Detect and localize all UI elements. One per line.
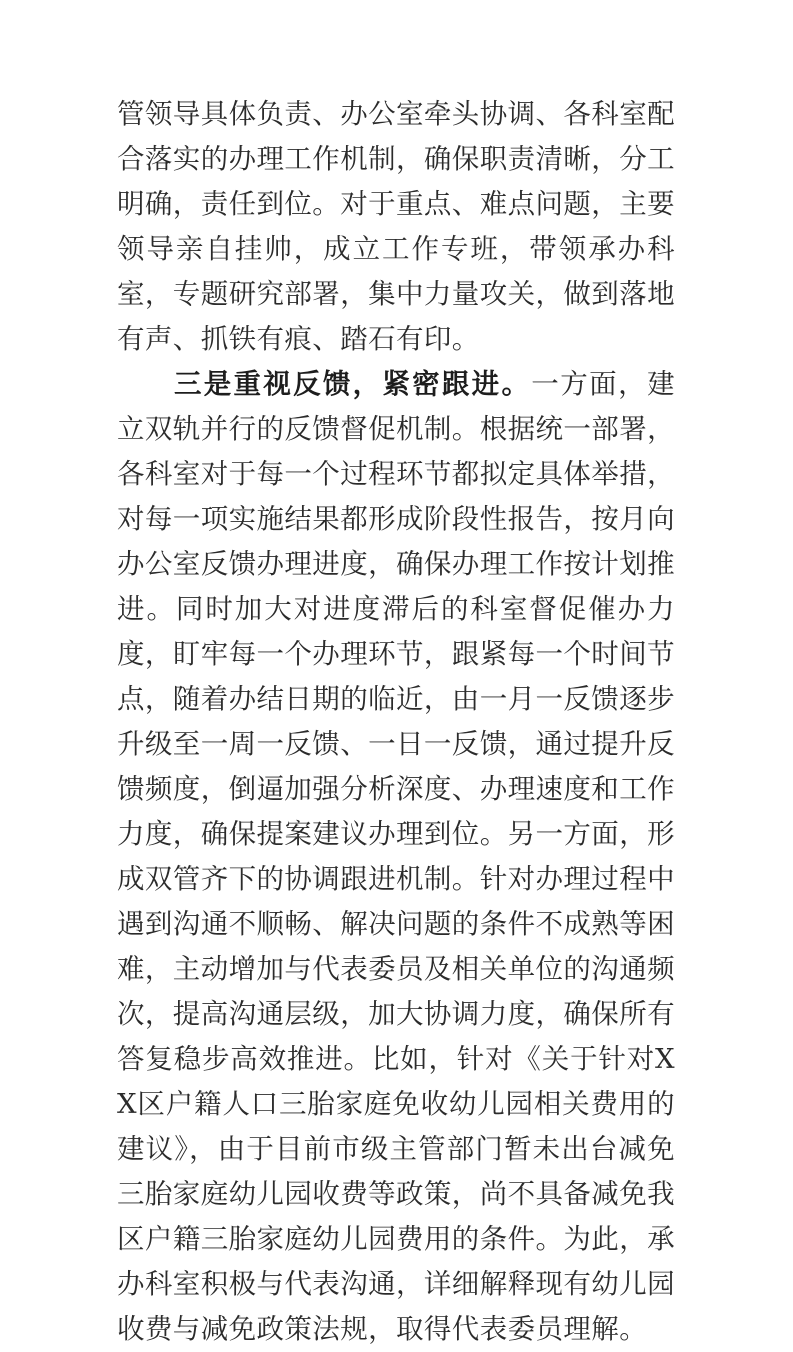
paragraph-continued [117,92,675,362]
paragraph-lead-bold: 三是重视反馈，紧密跟进。 [174,368,532,400]
paragraph-text: 一方面，建立双轨并行的反馈督促机制。根据统一部署，各科室对于每一个过程环节都拟定具体举措，对每一项实施结果都形成阶段性报告，按月向办公室反馈办理进度，确保办理工作按计划推进。同时加大对进度滞后的科室督促催办力度，盯牢每一个办理环节，跟紧每一个时间节点，随着办结日期的临近，由一月一反馈逐步升级至一周一反馈、一日一反馈，通过提升反馈频度，倒逼加强分析深度、办理速度和工作力度，确保提案建议办理到位。另一方面，形成双管齐下的协调跟进机制。针对办理过程中遇到沟通不顺畅、解决问题的条件不成熟等困难，主动增加与代表委员及相关单位的沟通频次，提高沟通层级，加大协调力度，确保所有答复稳步高效推进。比如，针对《关于针对XX区户籍人口三胎家庭免收幼儿园相关费用的建议》，由于目前市级主管部门暂未出台减免三胎家庭幼儿园收费等政策，尚不具备减免我区户籍三胎家庭幼儿园费用的条件。为此，承办科室积极与代表沟通，详细解释现有幼儿园收费与减免政策法规，取得代表委员理解。 [117,368,676,1345]
paragraph-text: 管领导具体负责、办公室牵头协调、各科室配合落实的办理工作机制，确保职责清晰，分工明确，责任到位。对于重点、难点问题，主要领导亲自挂帅，成立工作专班，带领承办科室，专题研究部署，集中力量攻关，做到落地有声、抓铁有痕、踏石有印。 [117,98,675,355]
paragraph-third-point [117,362,675,1352]
document-body [117,92,675,1352]
